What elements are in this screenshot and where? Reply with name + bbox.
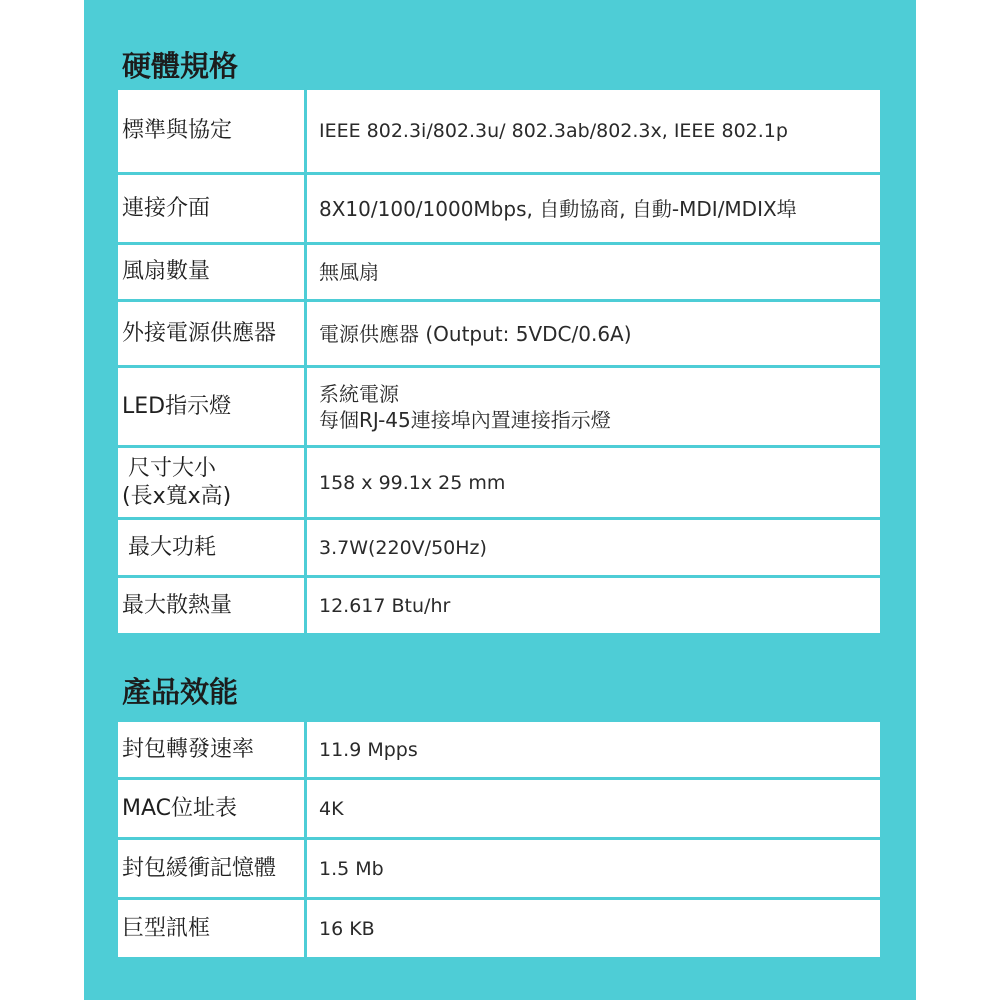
row-value: 電源供應器 (Output: 5VDC/0.6A) xyxy=(307,302,880,365)
table-row xyxy=(118,245,880,302)
row-value: 系統電源 每個RJ-45連接埠內置連接指示燈 xyxy=(307,368,880,445)
hardware-spec-title: 硬體規格 xyxy=(122,49,239,83)
row-value: IEEE 802.3i/802.3u/ 802.3ab/802.3x, IEEE 802.1p xyxy=(307,90,880,172)
table-row xyxy=(118,840,880,900)
row-label: 最大散熱量 xyxy=(118,578,304,633)
row-label: 外接電源供應器 xyxy=(118,302,304,365)
table-row xyxy=(118,578,880,633)
row-value: 12.617 Btu/hr xyxy=(307,578,880,633)
row-label: 封包緩衝記憶體 xyxy=(118,840,304,897)
row-label: MAC位址表 xyxy=(118,780,304,837)
table-row xyxy=(118,780,880,840)
table-row xyxy=(118,722,880,780)
row-label: 封包轉發速率 xyxy=(118,722,304,777)
performance-table xyxy=(118,722,880,957)
table-row xyxy=(118,90,880,175)
row-label: 風扇數量 xyxy=(118,245,304,299)
row-value: 11.9 Mpps xyxy=(307,722,880,777)
row-value: 1.5 Mb xyxy=(307,840,880,897)
row-value: 無風扇 xyxy=(307,245,880,299)
table-row xyxy=(118,175,880,245)
row-label: LED指示燈 xyxy=(118,368,304,445)
table-row xyxy=(118,900,880,957)
table-row xyxy=(118,448,880,520)
row-label: 巨型訊框 xyxy=(118,900,304,957)
performance-title: 產品效能 xyxy=(122,675,239,709)
row-label: 連接介面 xyxy=(118,175,304,242)
row-value: 4K xyxy=(307,780,880,837)
row-label: 最大功耗 xyxy=(118,520,304,575)
row-value: 158 x 99.1x 25 mm xyxy=(307,448,880,517)
row-label: 標準與協定 xyxy=(118,90,304,172)
table-row xyxy=(118,302,880,368)
row-value: 16 KB xyxy=(307,900,880,957)
row-value: 3.7W(220V/50Hz) xyxy=(307,520,880,575)
table-row xyxy=(118,368,880,448)
row-value: 8X10/100/1000Mbps, 自動協商, 自動-MDI/MDIX埠 xyxy=(307,175,880,242)
table-row xyxy=(118,520,880,578)
row-label: 尺寸大小 (長x寬x高) xyxy=(118,448,304,517)
hardware-spec-table xyxy=(118,90,880,633)
